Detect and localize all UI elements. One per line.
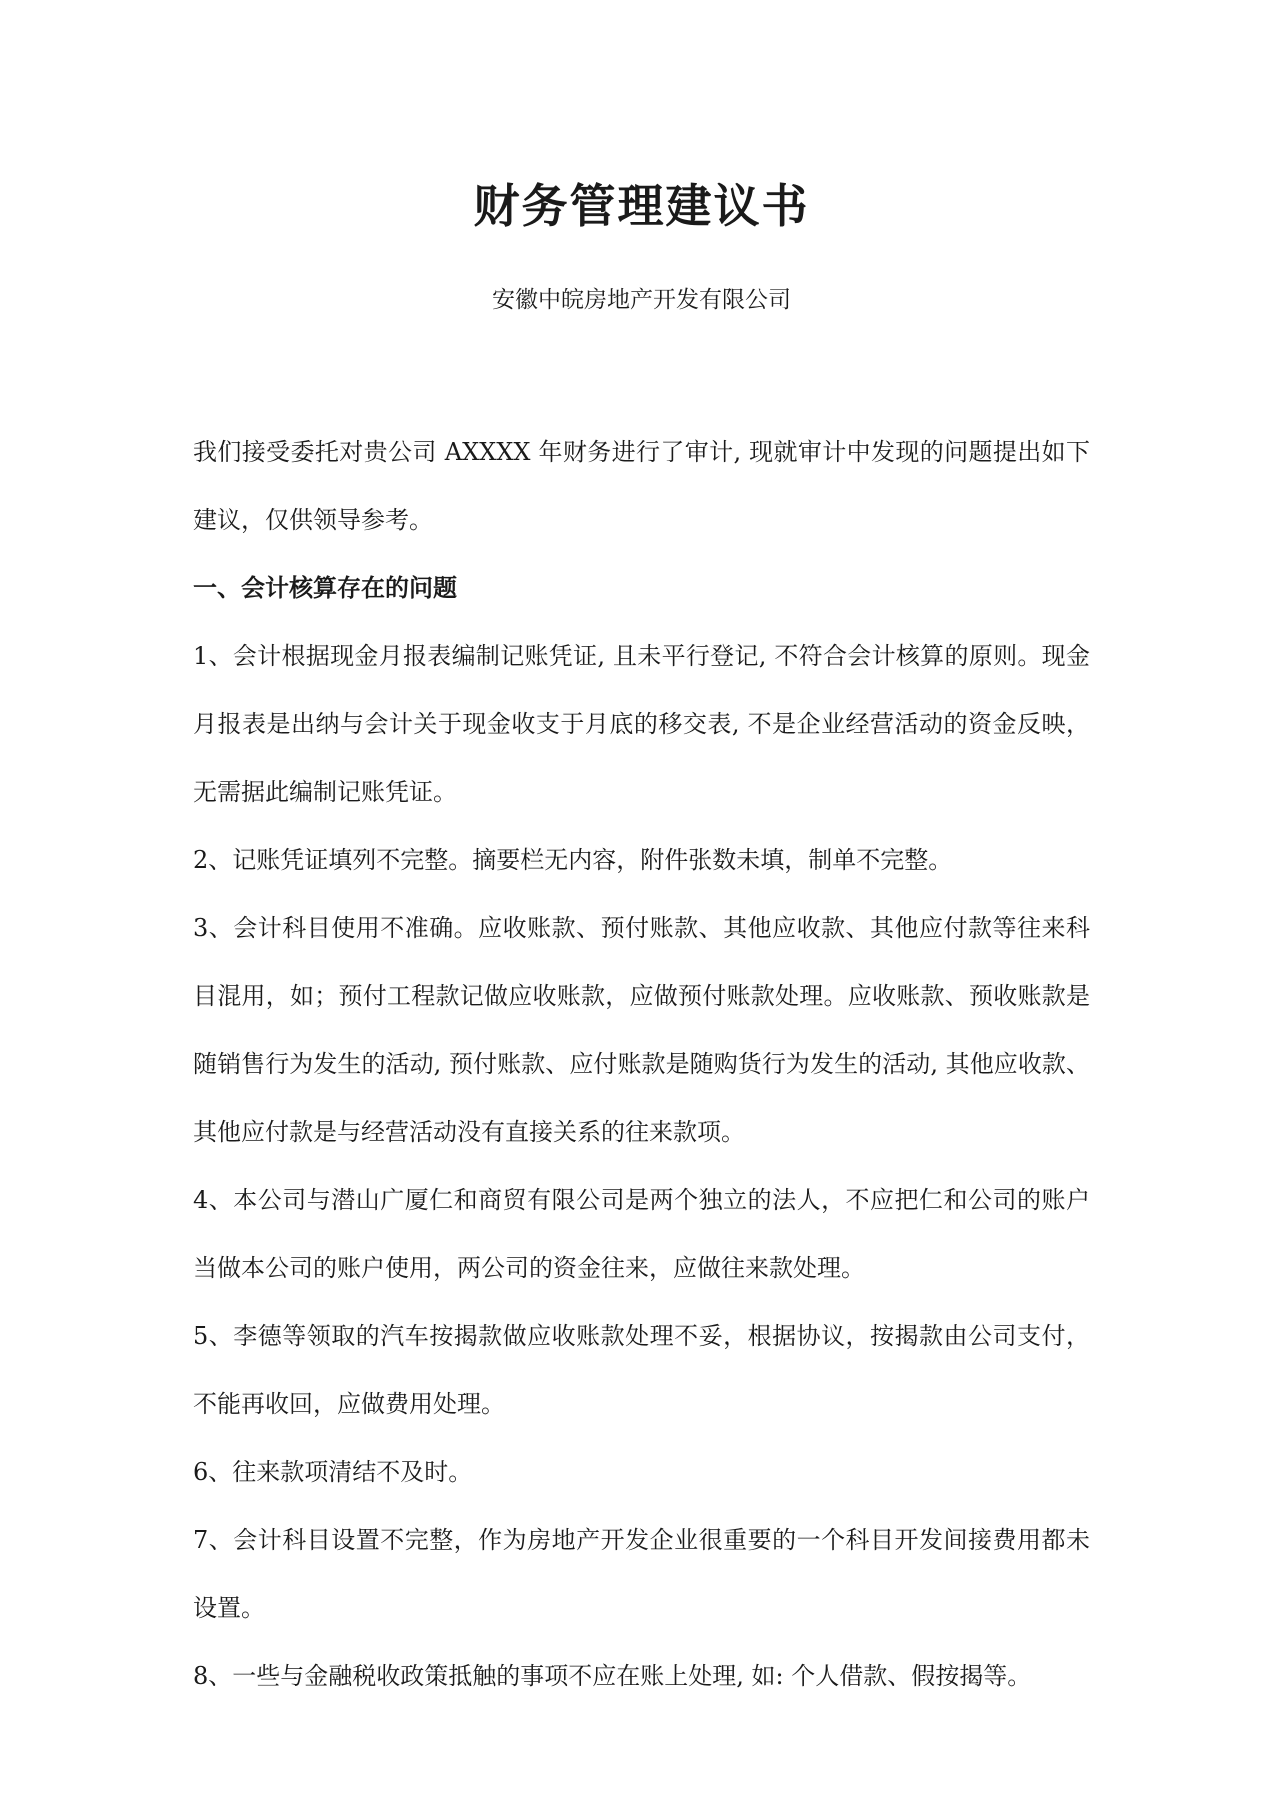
list-item: 3、会计科目使用不准确。应收账款、预付账款、其他应收款、其他应付款等往来科目混用，如；预付工程款记做应收账款，应做预付账款处理。应收账款、预收账款是随销售行为发生的活动, 预付账款、应付账款是随购货行为发生的活动, 其他应收款、其他应付款是与经营活动没有直接关系的往来款项。 xyxy=(193,914,1090,1146)
list-item: 4、本公司与潜山广厦仁和商贸有限公司是两个独立的法人，不应把仁和公司的账户当做本公司的账户使用，两公司的资金往来，应做往来款处理。 xyxy=(193,1186,1090,1282)
list-item: 6、往来款项清结不及时。 xyxy=(193,1458,473,1486)
list-item: 1、会计根据现金月报表编制记账凭证, 且未平行登记, 不符合会计核算的原则。现金月报表是出纳与会计关于现金收支于月底的移交表, 不是企业经营活动的资金反映，无需据此编制记账凭证。 xyxy=(193,642,1090,806)
intro-paragraph: 我们接受委托对贵公司 AXXXX 年财务进行了审计, 现就审计中发现的问题提出如下建议，仅供领导参考。 xyxy=(193,438,1090,534)
list-item: 7、会计科目设置不完整，作为房地产开发企业很重要的一个科目开发间接费用都未设置。 xyxy=(193,1526,1090,1622)
document-title: 财务管理建议书 xyxy=(473,179,810,233)
list-item: 2、记账凭证填列不完整。摘要栏无内容，附件张数未填，制单不完整。 xyxy=(193,846,953,874)
document-body xyxy=(193,418,1090,1710)
company-name: 安徽中皖房地产开发有限公司 xyxy=(492,287,791,313)
section-heading: 一、会计核算存在的问题 xyxy=(193,573,457,602)
list-item: 5、李德等领取的汽车按揭款做应收账款处理不妥，根据协议，按揭款由公司支付，不能再收回，应做费用处理。 xyxy=(193,1322,1090,1418)
list-item: 8、一些与金融税收政策抵触的事项不应在账上处理, 如: 个人借款、假按揭等。 xyxy=(193,1662,1032,1690)
